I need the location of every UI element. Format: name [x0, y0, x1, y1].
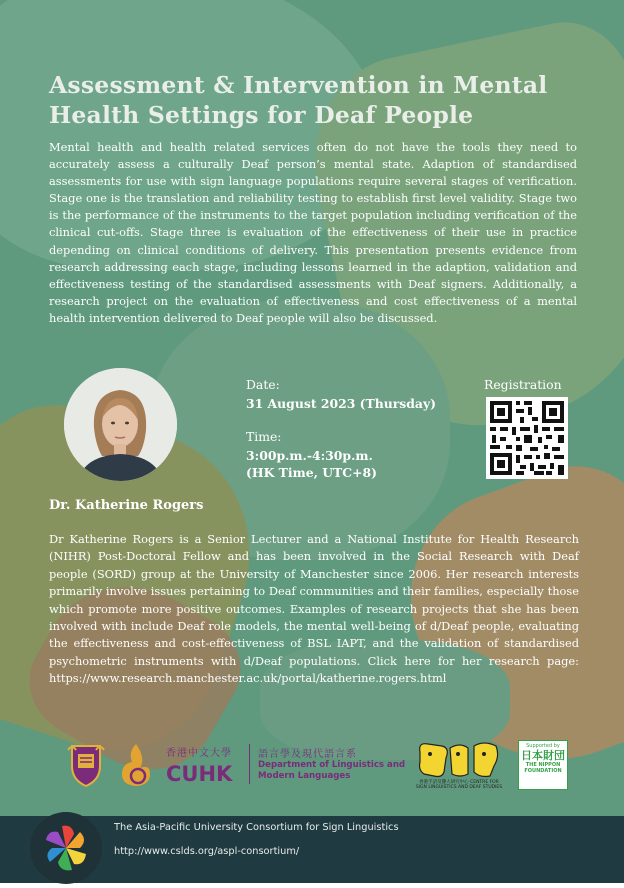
- registration-qr-code[interactable]: [486, 397, 568, 479]
- qr-code-icon: [486, 397, 568, 479]
- cslds-logo: [416, 740, 502, 780]
- cuhk-crest-logo: [66, 740, 106, 788]
- department-english-name: Department of Linguistics and Modern Languages: [258, 760, 406, 781]
- logo-divider: [249, 744, 250, 784]
- time-zone: (HK Time, UTC+8): [246, 465, 377, 480]
- time-value: 3:00p.m.-4:30p.m.: [246, 448, 373, 463]
- cuhk-emblem-logo: [116, 740, 158, 788]
- date-value: 31 August 2023 (Thursday): [246, 396, 437, 411]
- nippon-supported-text: Supported by: [526, 743, 560, 749]
- time-label: Time:: [246, 429, 282, 444]
- crest-icon: [66, 740, 106, 788]
- speaker-portrait-image: [64, 368, 177, 481]
- event-abstract: Mental health and health related services often do not have the tools they need to accurately assess a culturally Deaf person’s mental state. Adaption of standardised assessments for use with sign language populations require several stages of verification. Stage one is the translation and reliability testing to establish first level validity. Stage two is the performance of the instruments to the target population including verification of the clinical cut-offs. Stage three is evaluation of the effectiveness of their use in practice depending on clinical conditions of delivery. This presentation presents evidence from research addressing each stage, including lessons learned in the adaption, validation and effectiveness testing of the standardised assessments with Deaf signers. Additionally, a research project on the evaluation of effectiveness and cost effectiveness of a mental health intervention delivered to Deaf people will also be discussed.: [49, 140, 577, 325]
- speaker-bio: Dr Katherine Rogers is a Senior Lecturer and a National Institute for Health Research (NIHR) Post-Doctoral Fellow and has been involved in the Social Research with Deaf people (SORD) group at the University of Manchester since 2006. Her research interests primarily involve issues pertaining to Deaf communities and their families, especially those which promote more positive outcomes. Examples of research projects that she has been involved with include Deaf role models, the mental well-being of d/Deaf people, evaluating the effectiveness and cost-effectiveness of BSL IAPT, and the validation of standardised psychometric instruments with d/Deaf populations. Click here for her research page: https://www.research.manchester.ac.uk/portal/katherine.rogers.html: [49, 532, 579, 686]
- cslds-caption: 香港手語及聾人研究中心 CENTRE FOR SIGN LINGUISTICS AND DEAF STUDIES: [415, 780, 503, 790]
- cuhk-chinese-name: 香港中文大學: [166, 748, 232, 759]
- cslds-figures-icon: [416, 740, 502, 780]
- event-title: Assessment & Intervention in Mental Health Settings for Deaf People: [49, 71, 548, 129]
- nippon-english-name: THE NIPPON FOUNDATION: [524, 762, 562, 774]
- nippon-foundation-logo: [518, 740, 568, 790]
- consortium-name: The Asia-Pacific University Consortium for Sign Linguistics: [114, 822, 399, 833]
- consortium-logo: [30, 812, 102, 884]
- nippon-japanese-name: 日本財団: [521, 749, 565, 762]
- registration-label: Registration: [484, 377, 562, 392]
- pinwheel-icon: [30, 812, 102, 884]
- consortium-url-link[interactable]: http://www.cslds.org/aspl-consortium/: [114, 846, 300, 857]
- date-label: Date:: [246, 377, 280, 392]
- department-chinese-name: 語言學及現代語言系: [258, 749, 357, 760]
- flame-emblem-icon: [116, 740, 158, 788]
- speaker-photo: [64, 368, 177, 481]
- speaker-name: Dr. Katherine Rogers: [49, 498, 204, 513]
- cuhk-wordmark: CUHK: [166, 762, 233, 786]
